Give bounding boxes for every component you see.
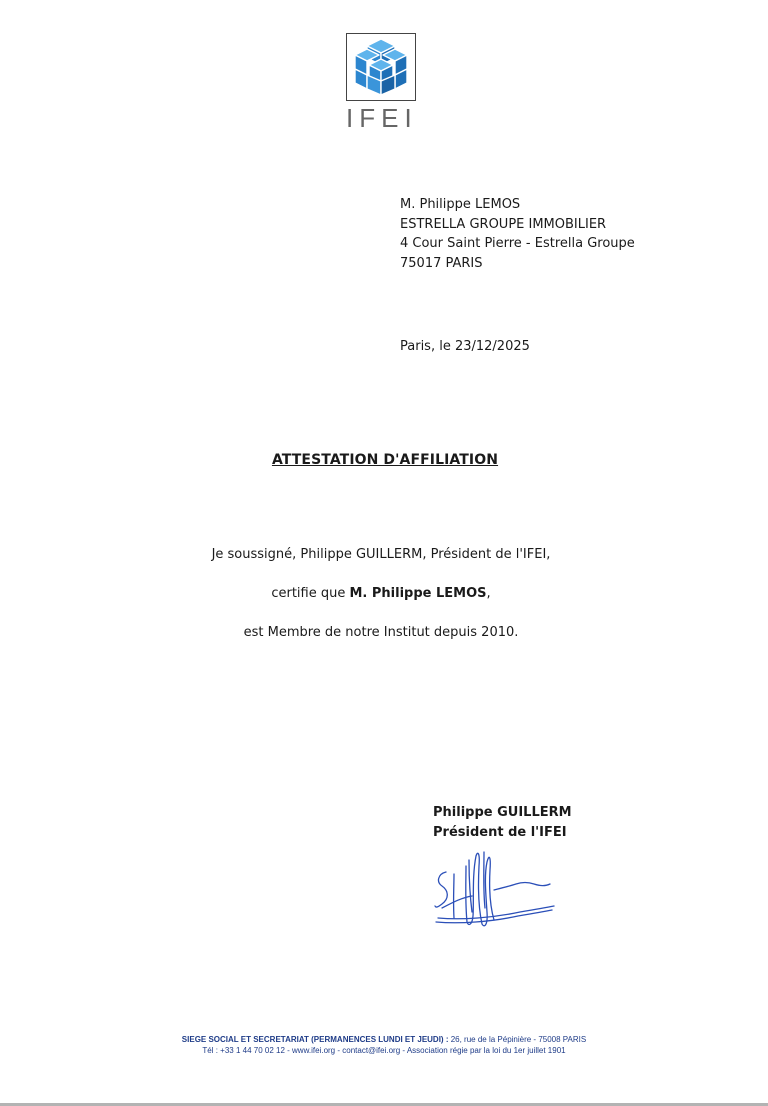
signatory-block <box>433 803 572 843</box>
footer-line-2: Tél : +33 1 44 70 02 12 - www.ifei.org - contact@ifei.org - Association régie par la loi du 1er juillet 1901 <box>202 1046 566 1055</box>
body-line-membership: est Membre de notre Institut depuis 2010. <box>243 625 519 640</box>
footer-head-office: SIEGE SOCIAL ET SECRETARIAT (PERMANENCES LUNDI ET JEUDI) : <box>181 1035 449 1044</box>
certify-suffix: , <box>486 586 491 601</box>
footer-address: 26, rue de la Pépinière - 75008 PARIS <box>448 1035 587 1044</box>
letterhead-footer <box>0 1034 768 1056</box>
signatory-role: Président de l'IFEI <box>433 825 567 840</box>
cube-logo-icon <box>350 37 412 97</box>
body-line-certification <box>0 584 762 603</box>
document-title: ATTESTATION D'AFFILIATION <box>271 452 499 468</box>
body-line-declaration: Je soussigné, Philippe GUILLERM, Président de l'IFEI, <box>211 547 551 562</box>
ifei-logo <box>346 33 418 131</box>
certify-prefix: certifie que <box>271 586 350 601</box>
recipient-city: 75017 PARIS <box>400 255 483 271</box>
handwritten-signature <box>432 846 557 928</box>
recipient-street: 4 Cour Saint Pierre - Estrella Groupe <box>400 236 635 251</box>
recipient-name: M. Philippe LEMOS <box>400 197 521 212</box>
recipient-company: ESTRELLA GROUPE IMMOBILIER <box>400 216 607 232</box>
footer-line-1 <box>0 1034 768 1045</box>
date-line: Paris, le 23/12/2025 <box>400 339 530 354</box>
signatory-name: Philippe GUILLERM <box>433 805 572 820</box>
member-name: M. Philippe LEMOS <box>349 586 487 601</box>
logo-wordmark: IFEI <box>346 103 418 133</box>
recipient-address <box>400 195 635 273</box>
